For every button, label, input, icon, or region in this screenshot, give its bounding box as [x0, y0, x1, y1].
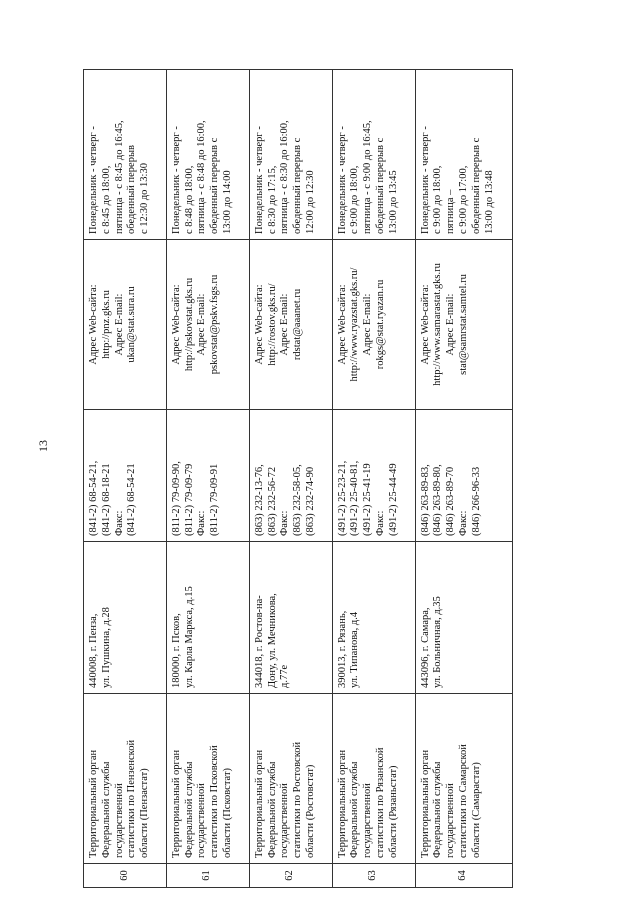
phone-line: Факс:: [113, 510, 125, 536]
phone-line: (846) 263-89-83,: [419, 464, 431, 536]
phone-line: (811-2) 79-09-79: [183, 463, 195, 536]
working-hours-line: пятница - с 8:30 до 16:00,: [279, 120, 291, 234]
working-hours-line: 13:00 до 13:45: [387, 170, 399, 234]
working-hours-line: обеденный перерыв с: [470, 137, 482, 234]
working-hours-line: пятница –: [445, 189, 457, 234]
organization-cell: [415, 694, 512, 864]
working-hours-line: 13:00 до 14:00: [222, 170, 234, 234]
organization-line: области (Пензастат): [139, 768, 151, 858]
organization-line: государственной: [113, 783, 125, 858]
phone-line: (811-2) 79-09-91: [209, 463, 221, 536]
web-email-line: Адрес Web-сайта:: [88, 284, 99, 365]
working-hours-cell: [415, 70, 512, 240]
phone-line: Факс:: [375, 510, 387, 536]
web-email-line: http://www.samarastat.gks.ru: [432, 263, 444, 386]
phone-line: (846) 263-89-80,: [432, 464, 444, 536]
phone-line: Факс:: [279, 510, 291, 536]
phone-cell: [166, 410, 249, 542]
web-email-cell: [84, 240, 167, 410]
working-hours-cell: [84, 70, 167, 240]
organization-cell: [84, 694, 167, 864]
row-number-cell: [249, 864, 332, 888]
organization-line: Федеральной службы: [100, 761, 112, 858]
working-hours-line: 13:00 до 13:48: [483, 170, 495, 234]
working-hours-line: Понедельник - четверг -: [88, 126, 99, 234]
working-hours-line: пятница - с 8:45 до 16:45,: [113, 120, 125, 234]
organization-line: области (Ростовстат): [304, 764, 316, 858]
phone-cell: [84, 410, 167, 542]
phone-line: (846) 266-96-33: [470, 466, 482, 536]
phone-cell: [249, 410, 332, 542]
working-hours-line: с 9:00 до 18:00,: [432, 165, 444, 234]
organization-line: области (Псковстат): [222, 767, 234, 858]
web-email-line: pskovstat@pskv.fsgs.ru: [209, 274, 221, 375]
contacts-table-wrapper: [83, 70, 513, 888]
address-line: 390013, г. Рязань,: [336, 610, 348, 688]
working-hours-cell: [332, 70, 415, 240]
working-hours-line: с 12:30 до 13:30: [139, 163, 151, 234]
row-number: 64: [457, 870, 469, 881]
working-hours-line: обеденный перерыв с: [292, 137, 304, 234]
web-email-line: Адрес E-mail:: [196, 293, 208, 356]
organization-cell: [249, 694, 332, 864]
organization-line: государственной: [362, 783, 374, 858]
web-email-line: Адрес Web-сайта:: [253, 284, 265, 365]
web-email-line: rdstat@aaanet.ru: [292, 288, 304, 361]
working-hours-line: обеденный перерыв: [126, 145, 138, 234]
table-row: [332, 70, 415, 888]
working-hours-line: пятница - с 8:48 до 16:00,: [196, 120, 208, 234]
organization-line: Территориальный орган: [253, 749, 265, 858]
web-email-line: stat@samrstat.samtel.ru: [457, 274, 469, 375]
working-hours-line: Понедельник - четверг -: [170, 126, 182, 234]
organization-line: статистики по Пензенской: [126, 739, 138, 858]
phone-line: (863) 232-74-90: [304, 466, 316, 536]
organization-cell: [332, 694, 415, 864]
phone-line: (841-2) 68-54-21,: [88, 460, 99, 536]
web-email-line: Адрес E-mail:: [362, 293, 374, 356]
address-cell: [166, 542, 249, 694]
row-number-cell: [332, 864, 415, 888]
address-line: ул. Пушкина, д.28: [100, 607, 112, 688]
web-email-cell: [249, 240, 332, 410]
address-line: 180000, г. Псков,: [170, 613, 182, 688]
web-email-line: Адрес E-mail:: [113, 293, 125, 356]
working-hours-line: пятница - с 9:00 до 16:45,: [362, 120, 374, 234]
row-number-cell: [415, 864, 512, 888]
web-email-line: Адрес Web-сайта:: [336, 284, 348, 365]
organization-line: статистики по Рязанской: [375, 747, 387, 858]
phone-cell: [332, 410, 415, 542]
web-email-cell: [166, 240, 249, 410]
page-number: 13: [36, 440, 50, 452]
organization-line: Федеральной службы: [432, 761, 444, 858]
address-line: Дону, ул. Мечникова,: [266, 593, 278, 688]
row-number-cell: [84, 864, 167, 888]
organization-line: государственной: [445, 783, 457, 858]
organization-line: Территориальный орган: [336, 749, 348, 858]
row-number: 61: [201, 870, 213, 881]
organization-line: Территориальный орган: [419, 749, 431, 858]
table-body: [84, 70, 513, 888]
organization-line: области (Самарастат): [470, 762, 482, 858]
organization-line: государственной: [196, 783, 208, 858]
working-hours-line: Понедельник - четверг -: [336, 126, 348, 234]
working-hours-line: с 8:30 до 17:15,: [266, 165, 278, 234]
address-cell: [332, 542, 415, 694]
address-line: д.77е: [279, 664, 291, 688]
table-row: [415, 70, 512, 888]
organization-line: Территориальный орган: [170, 749, 182, 858]
phone-line: (863) 232-13-76,: [253, 464, 265, 536]
organization-line: области (Рязаньстат): [387, 765, 399, 858]
working-hours-line: 12:00 до 12:30: [304, 170, 316, 234]
address-line: ул. Карла Маркса, д.15: [183, 586, 195, 688]
organization-line: статистики по Псковской: [209, 745, 221, 858]
address-line: ул. Больничная, д.35: [432, 596, 444, 688]
organization-cell: [166, 694, 249, 864]
organization-line: статистики по Ростовской: [292, 741, 304, 858]
working-hours-line: Понедельник - четверг -: [253, 126, 265, 234]
web-email-line: http://pnz.gks.ru: [100, 290, 112, 359]
phone-line: (863) 232-56-72: [266, 466, 278, 536]
organization-line: Федеральной службы: [266, 761, 278, 858]
working-hours-cell: [249, 70, 332, 240]
address-line: 344018, г. Ростов-на-: [253, 595, 265, 688]
working-hours-line: обеденный перерыв с: [209, 137, 221, 234]
web-email-line: ukan@stat.sura.ru: [126, 286, 138, 363]
working-hours-line: с 8:45 до 18:00,: [100, 165, 112, 234]
address-cell: [84, 542, 167, 694]
phone-line: (841-2) 68-18-21: [100, 463, 112, 536]
working-hours-line: с 9:00 до 17:00,: [457, 165, 469, 234]
table-row: [249, 70, 332, 888]
row-number: 60: [118, 870, 130, 881]
organization-line: статистики по Самарской: [457, 744, 469, 858]
web-email-line: http://www.ryazstat.gks.ru/: [349, 267, 361, 382]
web-email-line: Адрес Web-сайта:: [419, 284, 431, 365]
row-number-cell: [166, 864, 249, 888]
working-hours-line: с 8:48 до 18:00,: [183, 165, 195, 234]
phone-line: (491-2) 25-23-21,: [336, 460, 348, 536]
organization-line: государственной: [279, 783, 291, 858]
phone-line: (863) 232-58-05,: [292, 464, 304, 536]
web-email-line: http://pskovstat.gks.ru: [183, 277, 195, 372]
web-email-cell: [415, 240, 512, 410]
phone-line: (491-2) 25-44-49: [387, 463, 399, 536]
table-row: [166, 70, 249, 888]
address-line: 440008, г. Пенза,: [88, 613, 99, 688]
phone-line: (846) 263-89-70: [445, 466, 457, 536]
working-hours-line: с 9:00 до 18:00,: [349, 165, 361, 234]
web-email-line: Адрес Web-сайта:: [170, 284, 182, 365]
web-email-line: rokgs@stat.ryazan.ru: [375, 279, 387, 370]
organization-line: Территориальный орган: [88, 749, 99, 858]
phone-line: Факс:: [457, 510, 469, 536]
working-hours-line: Понедельник - четверг -: [419, 126, 431, 234]
working-hours-cell: [166, 70, 249, 240]
address-line: 443096, г. Самара,: [419, 607, 431, 688]
web-email-line: http://rostov.gks.ru/: [266, 283, 278, 366]
phone-line: (811-2) 79-09-90,: [170, 461, 182, 536]
row-number: 62: [284, 870, 296, 881]
address-line: ул. Типанова, д.4: [349, 611, 361, 688]
contacts-table: [83, 69, 513, 888]
phone-line: Факс:: [196, 510, 208, 536]
phone-line: (491-2) 25-41-19: [362, 463, 374, 536]
row-number: 63: [367, 870, 379, 881]
organization-line: Федеральной службы: [349, 761, 361, 858]
working-hours-line: обеденный перерыв с: [375, 137, 387, 234]
address-cell: [415, 542, 512, 694]
address-cell: [249, 542, 332, 694]
organization-line: Федеральной службы: [183, 761, 195, 858]
phone-line: (491-2) 25-40-81,: [349, 460, 361, 536]
web-email-line: Адрес E-mail:: [279, 293, 291, 356]
table-row: [84, 70, 167, 888]
web-email-cell: [332, 240, 415, 410]
phone-line: (841-2) 68-54-21: [126, 463, 138, 536]
web-email-line: Адрес E-mail:: [445, 293, 457, 356]
phone-cell: [415, 410, 512, 542]
